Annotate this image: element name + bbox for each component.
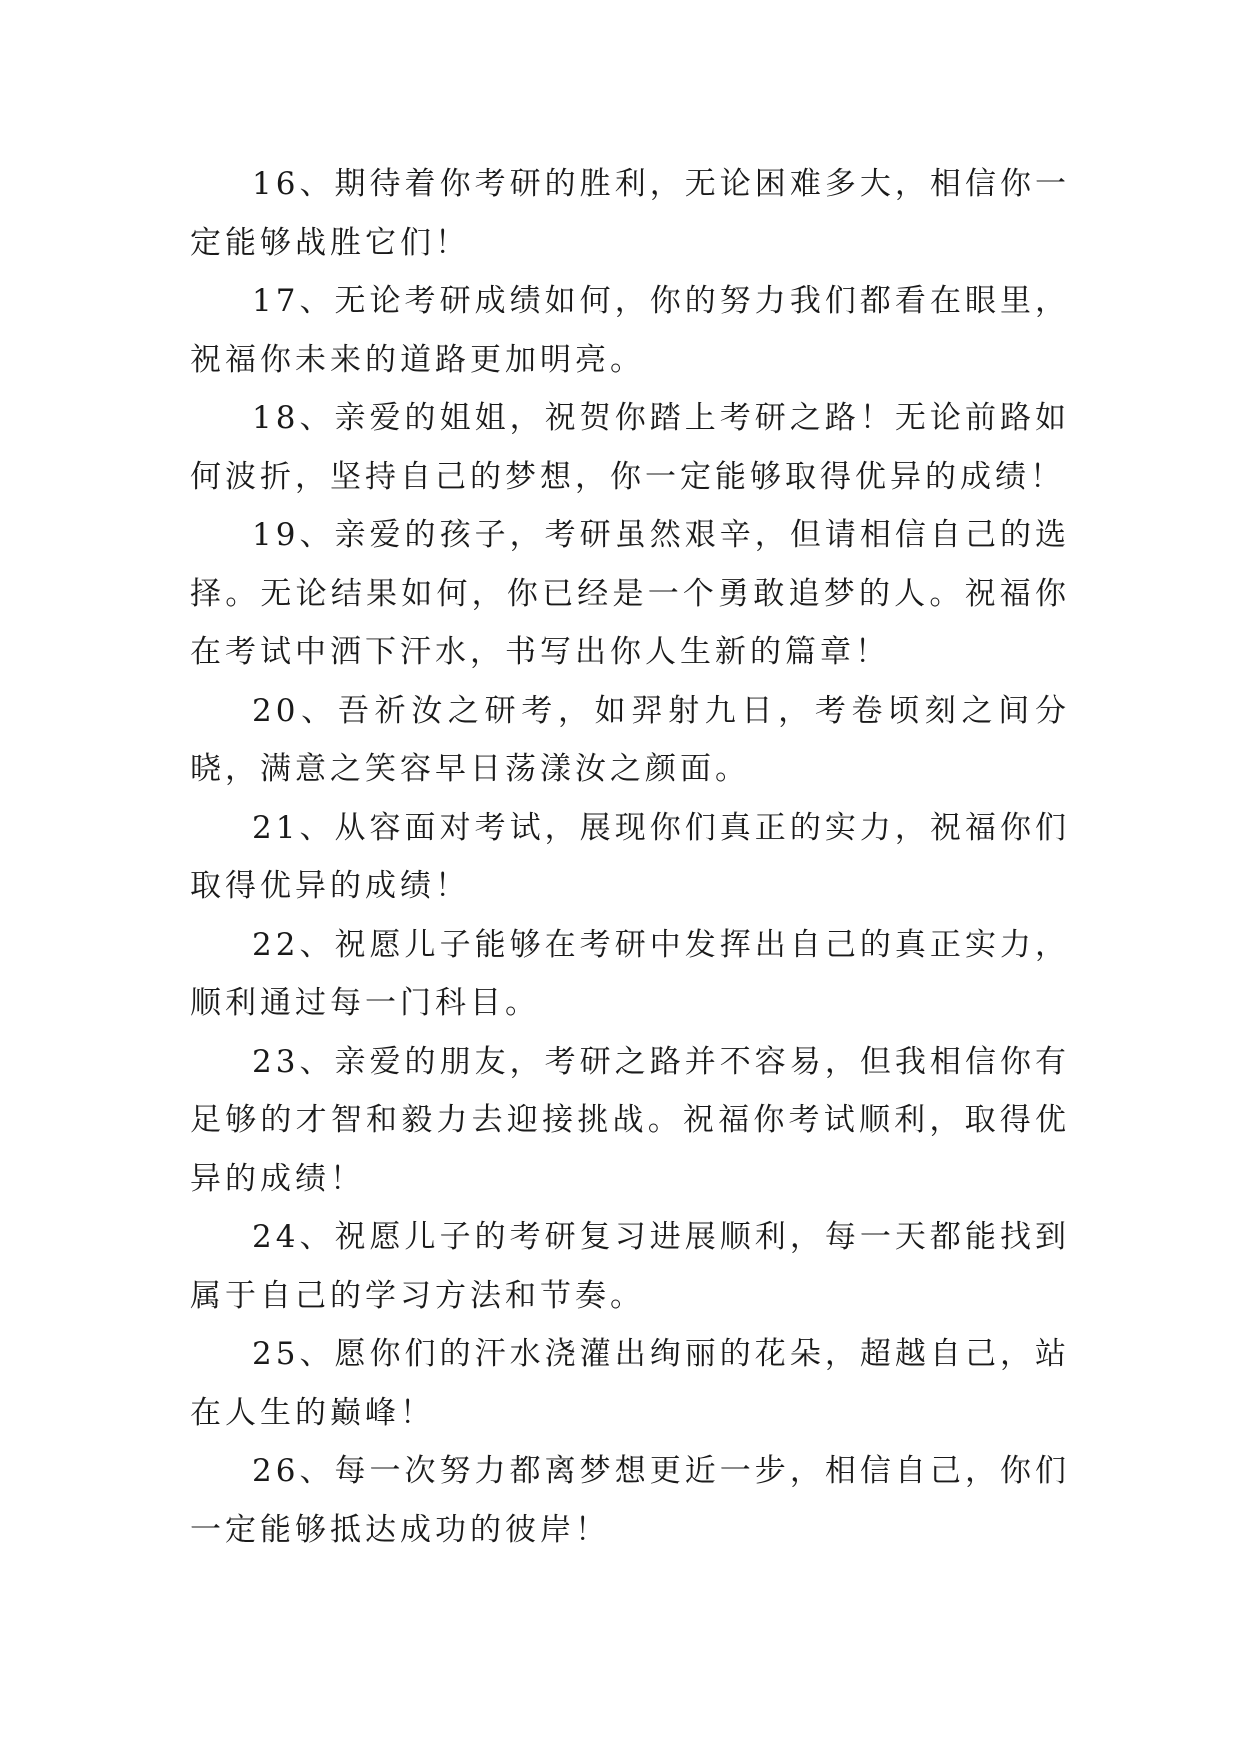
- paragraph-17: 17、无论考研成绩如何，你的努力我们都看在眼里，祝福你未来的道路更加明亮。: [190, 283, 1070, 378]
- paragraph-22: 22、祝愿儿子能够在考研中发挥出自己的真正实力，顺利通过每一门科目。: [190, 926, 1070, 1021]
- paragraph-24: 24、祝愿儿子的考研复习进展顺利，每一天都能找到属于自己的学习方法和节奏。: [190, 1219, 1070, 1314]
- document-body: [190, 155, 1070, 1559]
- paragraph-19: 19、亲爱的孩子，考研虽然艰辛，但请相信自己的选择。无论结果如何，你已经是一个勇敢追梦的人。祝福你在考试中洒下汗水，书写出你人生新的篇章！: [190, 517, 1070, 670]
- paragraph-25: 25、愿你们的汗水浇灌出绚丽的花朵，超越自己，站在人生的巅峰！: [190, 1336, 1070, 1431]
- paragraph-21: 21、从容面对考试，展现你们真正的实力，祝福你们取得优异的成绩！: [190, 809, 1070, 904]
- paragraph-23: 23、亲爱的朋友，考研之路并不容易，但我相信你有足够的才智和毅力去迎接挑战。祝福你考试顺利，取得优异的成绩！: [190, 1043, 1070, 1197]
- paragraph-26: 26、每一次努力都离梦想更近一步，相信自己，你们一定能够抵达成功的彼岸！: [190, 1453, 1070, 1548]
- paragraph-18: 18、亲爱的姐姐，祝贺你踏上考研之路！无论前路如何波折，坚持自己的梦想，你一定能够取得优异的成绩！: [190, 400, 1070, 495]
- paragraph-20: 20、吾祈汝之研考，如羿射九日，考卷顷刻之间分晓，满意之笑容早日荡漾汝之颜面。: [190, 692, 1070, 787]
- paragraph-16: 16、期待着你考研的胜利，无论困难多大，相信你一定能够战胜它们！: [190, 166, 1070, 261]
